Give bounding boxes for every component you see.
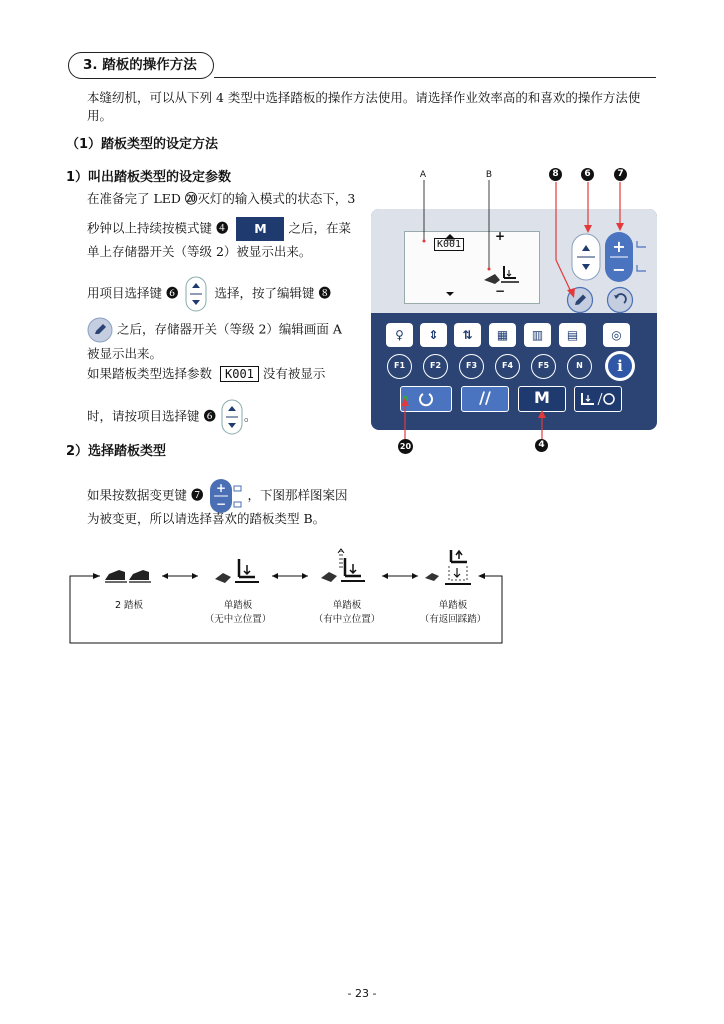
ref-num-7: 7 [614,168,627,181]
single-pedal-with-neutral-icon [319,548,369,588]
pedal-caption-3: 单踏板 （有中立位置） [313,600,381,625]
pedal-caption-1: 2 踏板 [114,600,144,611]
stitch-pattern-key-icon[interactable]: ▥ [524,323,551,347]
intro-line-1: 本缝纫机，可以从下列 4 类型中选择踏板的操作方法使用。请选择作业效率高的和喜欢的操作方法使 [87,90,641,105]
reverse-stitch-key-icon[interactable]: ⇅ [454,323,481,347]
ref-num-6: 6 [581,168,594,181]
step2-title: 2）选择踏板类型 [66,444,167,459]
intro-line-2: 用。 [87,108,113,123]
page-number: - 23 - [347,987,377,1000]
step1-title: 1）叫出踏板类型的设定参数 [66,170,232,185]
subsection-title: （1）踏板类型的设定方法 [66,137,219,152]
step1-line-8: 时，请按项目选择键 ❻ 。 [87,399,257,435]
step1-line-3: 单上存储器开关（等级 2）被显示出来。 [87,244,312,259]
info-icon: i [608,354,632,378]
lcd-minus: − [495,284,506,298]
step1-line-6: 被显示出来。 [87,346,163,361]
ref-num-4: 4 [535,439,548,452]
lcd-plus: + [495,229,506,243]
ref-num-20: 20 [398,439,413,454]
f4-key[interactable]: F4 [495,354,520,379]
thread-tension-key-icon[interactable]: ♀ [386,323,413,347]
step1-line-4: 用项目选择键 ❻ 选择，按了编辑键 ❽ [87,276,331,312]
ref-num-8: 8 [549,168,562,181]
counter-key-icon[interactable]: ◎ [603,323,630,347]
data-change-key-inline [209,478,245,514]
lcd-k001: K001 [434,238,464,251]
f2-key[interactable]: F2 [423,354,448,379]
two-pedal-icon [103,560,155,586]
step1-line-7: 如果踏板类型选择参数 K001 没有被显示 [87,366,326,381]
step1-line-2: 秒钟以上持续按模式键 ❹ M 之后，在菜 [87,217,351,241]
led-20-ref: ⑳ [184,191,198,206]
step1-line-1: 在准备完了 LED ⑳灭灯的输入模式的状态下，3 [87,191,356,206]
mode-key-inline: M [236,217,284,241]
f5-key[interactable]: F5 [531,354,556,379]
pedal-caption-4: 单踏板 （有返回踩踏） [419,600,487,625]
nc-key-icon[interactable]: N [567,354,592,379]
pedal-caption-2: 单踏板 （无中立位置） [204,600,272,625]
diagram-leader-lines [0,0,724,460]
mode-key[interactable]: M [518,386,566,412]
f3-key[interactable]: F3 [459,354,484,379]
reset-key-icon[interactable]: // [461,386,509,412]
step2-line-2: 为被变更，所以请选择喜欢的踏板类型 B。 [87,511,326,526]
label-a: A [419,170,427,180]
svg-text:−: − [216,497,227,511]
k001-code-inline: K001 [220,366,259,382]
single-pedal-return-icon [423,546,473,588]
stitch-length-key-icon[interactable]: ⇕ [420,323,447,347]
pattern-key-icon[interactable]: ▦ [489,323,516,347]
f1-key[interactable]: F1 [387,354,412,379]
svg-text:+: + [216,481,227,495]
step1-line-5: 之后，存储器开关（等级 2）编辑画面 A [87,317,342,343]
section-title: 3. 踏板的操作方法 [68,52,214,79]
svg-text:−: − [612,260,626,279]
label-b: B [485,170,493,180]
mode-key-ref-num: ❹ [215,220,229,236]
step2-line-1: 如果按数据变更键 ❼ + − ，下图那样图案因 [87,478,348,514]
auto-key-icon[interactable]: ▤ [559,323,586,347]
svg-text:+: + [612,237,626,256]
single-pedal-no-neutral-icon [213,553,263,587]
